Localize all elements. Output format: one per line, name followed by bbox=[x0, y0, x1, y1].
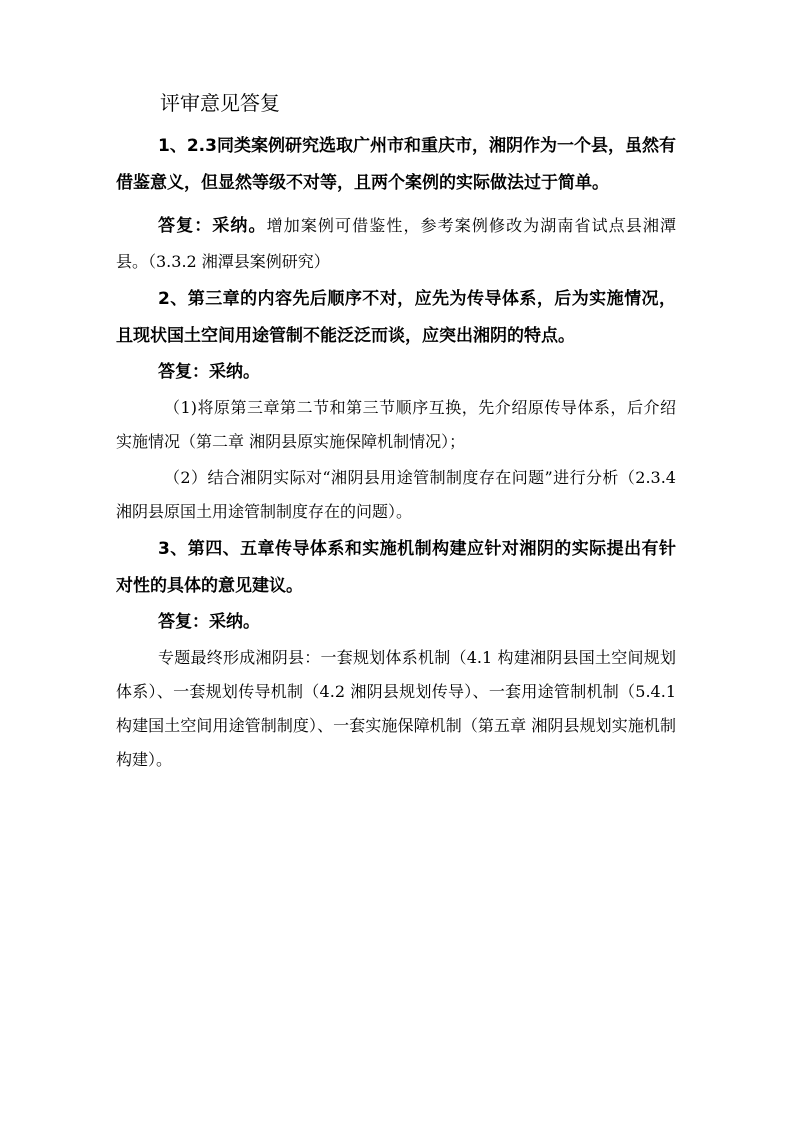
reply-2-lead: 答复：采纳。 bbox=[158, 362, 260, 382]
reply-1-body: 增加案例可借鉴性，参考案例修改为湖南省试点县湘潭县。（3.3.2 湘潭县案例研究） bbox=[116, 216, 676, 271]
reply-2-item-2: （2）结合湘阴实际对“湘阴县用途管制制度存在问题”进行分析（2.3.4 湘阴县原国土用途管制制度存在的问题）。 bbox=[116, 468, 693, 521]
document-page bbox=[116, 88, 693, 777]
document-title: 评审意见答复 bbox=[160, 91, 280, 115]
reply-2-item-1: （1)将原第三章第二节和第三节顺序互换，先介绍原传导体系，后介绍实施情况（第二章 湘阴县原实施保障机制情况）； bbox=[116, 398, 676, 451]
reply-1 bbox=[116, 208, 676, 279]
review-comment-2: 2、第三章的内容先后顺序不对，应先为传导体系，后为实施情况，且现状国土空间用途管制不能泛泛而谈，应突出湘阴的特点。 bbox=[116, 289, 676, 346]
reply-1-lead: 答复：采纳。 bbox=[158, 216, 267, 236]
reply-3-lead: 答复：采纳。 bbox=[158, 612, 260, 632]
review-comment-3: 3、第四、五章传导体系和实施机制构建应针对湘阴的实际提出有针对性的具体的意见建议。 bbox=[116, 539, 676, 596]
review-comment-1: 1、2.3同类案例研究选取广州市和重庆市，湘阴作为一个县，虽然有借鉴意义，但显然等级不对等，且两个案例的实际做法过于简单。 bbox=[116, 136, 676, 193]
reply-3-item-1: 专题最终形成湘阴县：一套规划体系机制（4.1 构建湘阴县国土空间规划体系）、一套规划传导机制（4.2 湘阴县规划传导）、一套用途管制机制（5.4.1 构建国土空间用途管制制度）、一套实施保障机制（第五章 湘阴县规划实施机制构建）。 bbox=[116, 648, 676, 769]
